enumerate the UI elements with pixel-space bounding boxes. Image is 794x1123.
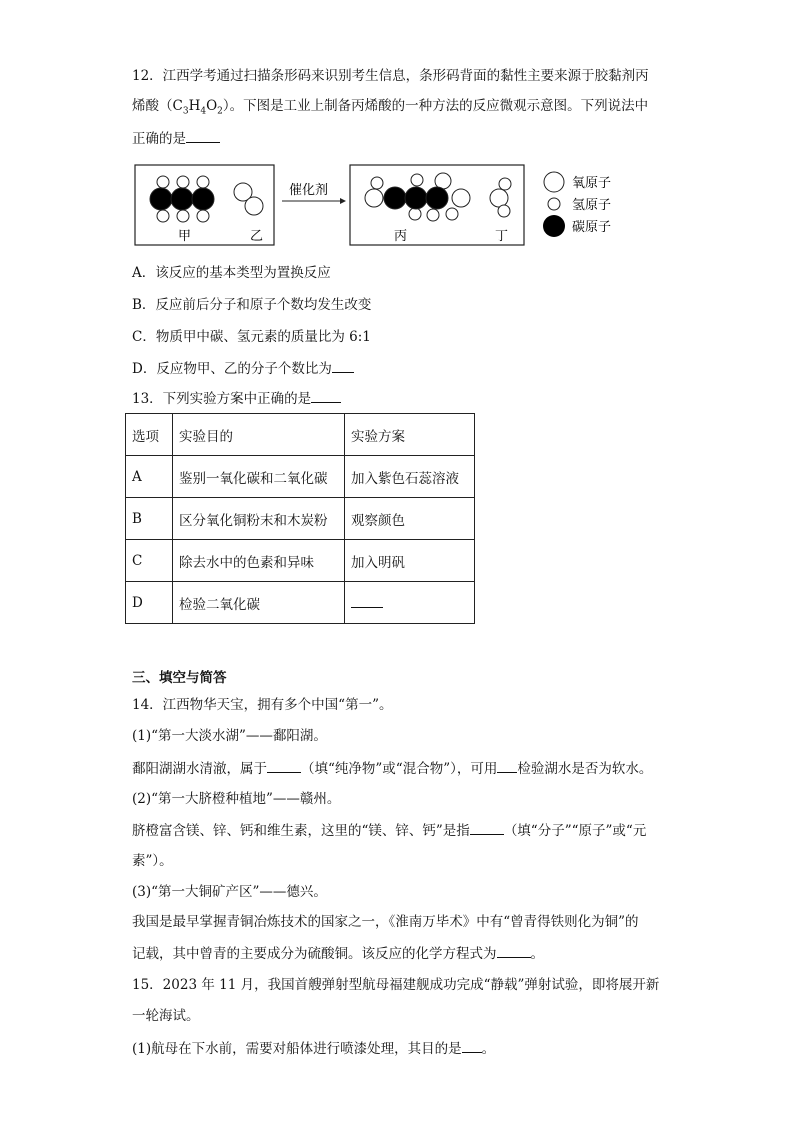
catalyst-label: 催化剂	[289, 183, 329, 198]
q12-option-d-text: D．反应物甲、乙的分子个数比为	[132, 361, 332, 377]
q12-line1: 12．江西学考通过扫描条形码来识别考生信息，条形码背面的黏性主要来源于胶黏剂丙	[132, 68, 649, 84]
answer-blank[interactable]	[470, 820, 504, 835]
answer-blank[interactable]	[497, 943, 531, 958]
q14-stem: 14．江西物华天宝，拥有多个中国“第一”。	[132, 697, 393, 713]
q15-p1-end: 。	[481, 1041, 496, 1057]
label-jia: 甲	[178, 229, 192, 244]
q15-line2: 一轮海试。	[132, 1008, 200, 1024]
table-row	[126, 456, 475, 498]
q15-p1-text: (1)航母在下水前，需要对船体进行喷漆处理，其目的是	[132, 1041, 462, 1057]
label-ding: 丁	[495, 229, 509, 244]
answer-blank[interactable]	[267, 758, 301, 773]
experiment-table	[125, 413, 475, 624]
q14-p1-text	[132, 758, 652, 779]
table-cell: 加入紫色石蕊溶液	[345, 456, 475, 498]
table-cell: 鉴别一氧化碳和二氧化碳	[173, 456, 345, 498]
q12-line2-d: ）。下图是工业上制备丙烯酸的一种方法的反应微观示意图。下列说法中	[222, 98, 649, 114]
q14-p2-text-b: （填“分子”“原子”或“元	[503, 823, 647, 839]
q14-p2-text-a: 脐橙富含镁、锌、钙和维生素，这里的“镁、锌、钙”是指	[132, 823, 470, 839]
q14-p1-text-b: （填“纯净物”或“混合物”），可用	[301, 761, 498, 777]
table-cell: B	[126, 498, 173, 540]
section-heading: 三、填空与简答	[132, 670, 227, 686]
q15-p1	[132, 1038, 495, 1059]
table-row	[126, 582, 475, 624]
q13-stem	[132, 388, 341, 409]
legend-hydrogen: 氢原子	[572, 198, 612, 213]
molecule-jia	[150, 176, 214, 222]
q14-p2-text	[132, 820, 646, 841]
legend-oxygen: 氧原子	[572, 176, 612, 191]
arrow-head	[340, 198, 346, 204]
reaction-diagram	[132, 162, 652, 250]
hydrogen-atom-icon	[548, 198, 560, 210]
answer-blank[interactable]	[462, 1038, 482, 1053]
header-cell: 实验方案	[345, 414, 475, 456]
table-cell: A	[126, 456, 173, 498]
q12-line2	[132, 96, 648, 122]
answer-blank[interactable]	[311, 388, 341, 403]
q14-p1: (1)“第一大淡水湖”——鄱阳湖。	[132, 728, 327, 744]
table-cell	[345, 582, 475, 624]
q12-line2-b: H	[188, 98, 201, 114]
answer-blank[interactable]	[186, 128, 220, 143]
header-cell: 选项	[126, 414, 173, 456]
q14-p3-text: 我国是最早掌握青铜冶炼技术的国家之一，《淮南万毕术》中有“曾青得铁则化为铜”的	[132, 914, 639, 930]
table-row	[126, 540, 475, 582]
table-header-row	[126, 414, 475, 456]
table-cell: C	[126, 540, 173, 582]
carbon-atom-icon	[543, 215, 565, 237]
q12-line2-a: 烯酸（C	[132, 98, 183, 114]
q14-p3-text-b: 记载，其中曾青的主要成分为硫酸铜。该反应的化学方程式为	[132, 946, 497, 962]
sub-3: 3	[182, 106, 189, 117]
q14-p1-text-c: 检验湖水是否为软水。	[517, 761, 653, 777]
table-cell: 除去水中的色素和异味	[173, 540, 345, 582]
q14-p3-text-cont	[132, 943, 544, 964]
legend-carbon: 碳原子	[572, 220, 612, 235]
q12-option-a: A．该反应的基本类型为置换反应	[132, 265, 331, 281]
sub-2: 2	[217, 106, 223, 117]
q12-option-c: C．物质甲中碳、氢元素的质量比为 6:1	[132, 329, 371, 345]
label-bing: 丙	[394, 229, 408, 244]
oxygen-atom-icon	[544, 172, 564, 192]
table-cell: D	[126, 582, 173, 624]
q12-option-d	[132, 358, 354, 379]
q12-option-b: B．反应前后分子和原子个数均发生改变	[132, 297, 372, 313]
header-cell: 实验目的	[173, 414, 345, 456]
table-cell: 观察颜色	[345, 498, 475, 540]
sub-4: 4	[200, 106, 207, 117]
table-cell: 区分氧化铜粉末和木炭粉	[173, 498, 345, 540]
label-yi: 乙	[250, 229, 264, 244]
table-cell: 加入明矾	[345, 540, 475, 582]
q14-p1-text-a: 鄱阳湖湖水清澈，属于	[132, 761, 267, 777]
q12-line3	[132, 128, 220, 149]
q12-line3-text: 正确的是	[132, 131, 186, 147]
q14-p3-text-c: 。	[530, 946, 544, 962]
table-row	[126, 498, 475, 540]
q14-p2: (2)“第一大脐橙种植地”——赣州。	[132, 791, 341, 807]
q15-line1: 15．2023 年 11 月，我国首艘弹射型航母福建舰成功完成“静载”弹射试验，即将展开新	[132, 977, 660, 993]
q14-p3: (3)“第一大铜矿产区”——德兴。	[132, 884, 327, 900]
answer-blank[interactable]	[351, 593, 383, 608]
answer-blank[interactable]	[497, 758, 517, 773]
q12-line2-c: O	[206, 98, 218, 114]
answer-blank[interactable]	[332, 358, 354, 373]
q13-stem-text: 13．下列实验方案中正确的是	[132, 391, 312, 407]
q14-p2-text-cont: 素”）。	[132, 853, 173, 869]
table-cell: 检验二氧化碳	[173, 582, 345, 624]
